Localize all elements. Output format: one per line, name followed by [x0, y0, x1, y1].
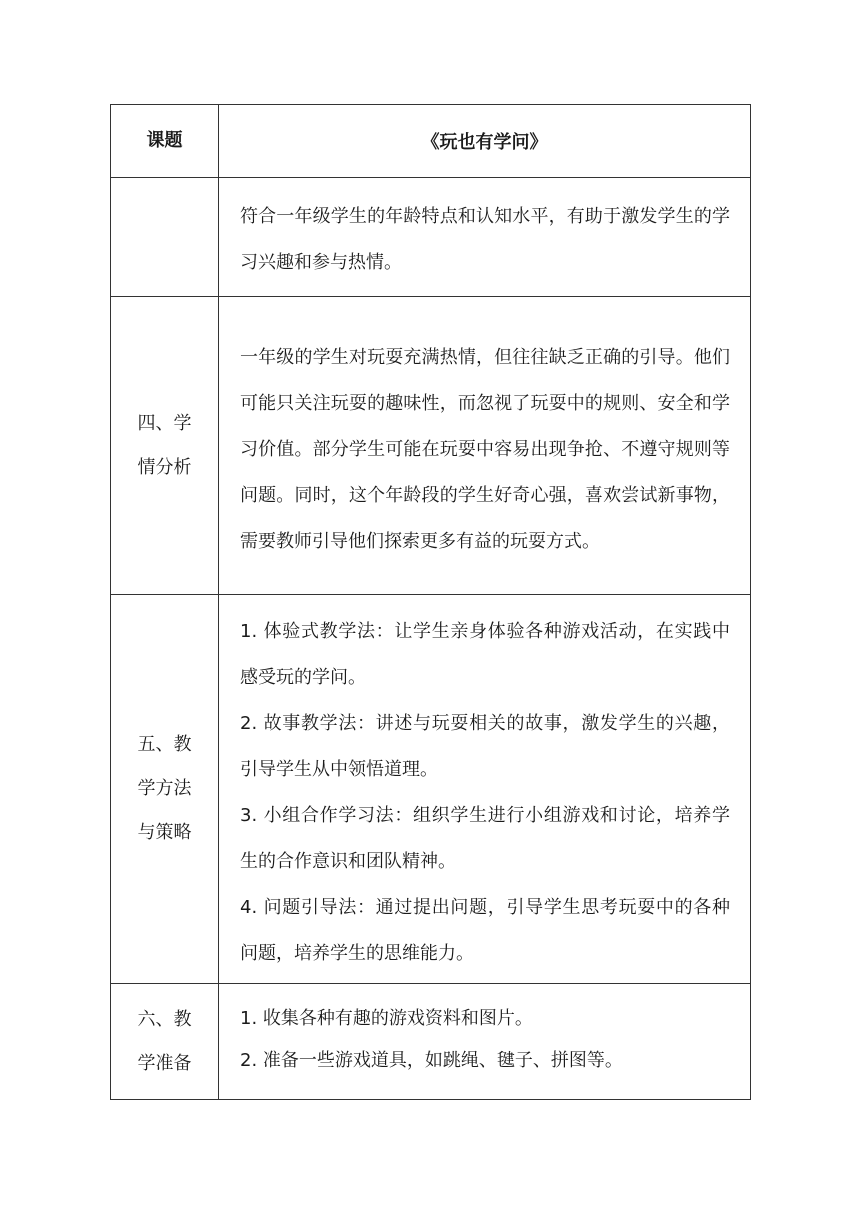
table-row-teaching-preparation	[111, 984, 751, 1100]
row-content	[219, 178, 751, 297]
row-label-line: 情分析	[137, 456, 192, 478]
paragraph: 符合一年级学生的年龄特点和认知水平，有助于激发学生的学习兴趣和参与热情。	[240, 206, 730, 273]
topic-label: 课题	[111, 105, 219, 178]
list-item: 1. 体验式教学法：让学生亲身体验各种游戏活动，在实践中感受玩的学问。	[240, 621, 730, 688]
row-label	[111, 297, 219, 595]
row-label-line: 学方法	[137, 778, 192, 799]
list-item: 2. 准备一些游戏道具，如跳绳、毽子、拼图等。	[240, 1049, 623, 1071]
row-label	[111, 178, 219, 297]
list-item: 1. 收集各种有趣的游戏资料和图片。	[240, 1007, 533, 1029]
list-item: 2. 故事教学法：讲述与玩耍相关的故事，激发学生的兴趣，引导学生从中领悟道理。	[240, 713, 730, 780]
table-row-teaching-methods	[111, 595, 751, 984]
row-label-line: 与策略	[137, 822, 192, 843]
row-label-line: 学准备	[137, 1052, 192, 1074]
row-label-line: 六、教	[137, 1008, 192, 1030]
row-label-line: 四、学	[137, 412, 192, 434]
row-content	[219, 595, 751, 984]
table-row-learner-analysis	[111, 297, 751, 595]
list-item: 3. 小组合作学习法：组织学生进行小组游戏和讨论，培养学生的合作意识和团队精神。	[240, 805, 730, 872]
row-content	[219, 984, 751, 1100]
row-label	[111, 595, 219, 984]
table-row	[111, 178, 751, 297]
paragraph: 一年级的学生对玩耍充满热情，但往往缺乏正确的引导。他们可能只关注玩耍的趣味性，而忽视了玩耍中的规则、安全和学习价值。部分学生可能在玩耍中容易出现争抢、不遵守规则等问题。同时，这个年龄段的学生好奇心强，喜欢尝试新事物，需要教师引导他们探索更多有益的玩耍方式。	[240, 346, 730, 552]
row-content	[219, 297, 751, 595]
table-header-row	[111, 105, 751, 178]
list-item: 4. 问题引导法：通过提出问题，引导学生思考玩耍中的各种问题，培养学生的思维能力。	[240, 897, 730, 964]
row-label-line: 五、教	[137, 734, 192, 755]
row-label	[111, 984, 219, 1100]
lesson-title: 《玩也有学问》	[219, 105, 751, 178]
lesson-plan-table	[110, 104, 751, 1100]
